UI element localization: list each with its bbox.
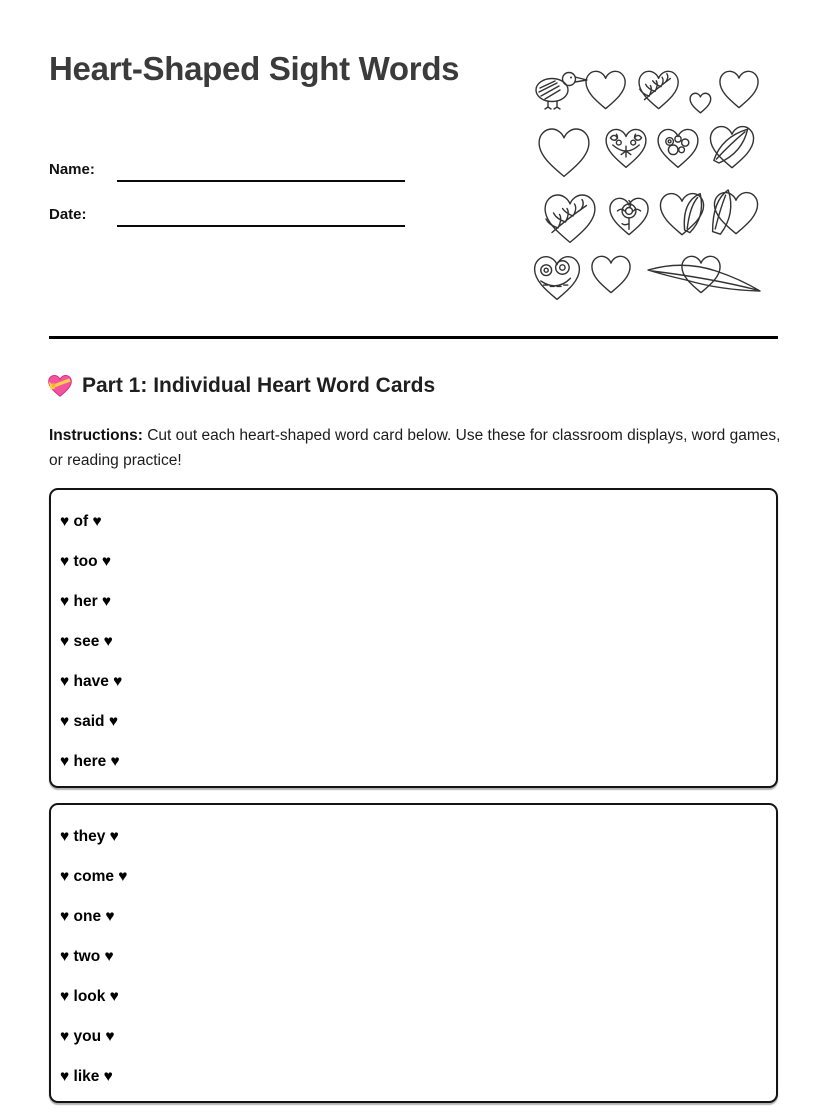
word-card: ♥ you ♥ xyxy=(60,1028,115,1045)
word-card: ♥ of ♥ xyxy=(60,513,102,530)
plain-heart-icon xyxy=(586,71,625,108)
part1-heading-text: Part 1: Individual Heart Word Cards xyxy=(82,374,436,397)
word-card: ♥ one ♥ xyxy=(60,908,115,925)
word-card: ♥ two ♥ xyxy=(60,948,114,965)
doodle-heart-icon xyxy=(535,257,580,300)
leaf-heart-icon xyxy=(660,194,703,235)
part1-heading xyxy=(47,374,435,398)
word-card: ♥ her ♥ xyxy=(60,593,112,610)
leaf-heart-icon xyxy=(713,190,758,234)
date-blank-line xyxy=(117,203,405,227)
name-label: Name: xyxy=(49,161,95,178)
word-card: ♥ too ♥ xyxy=(60,553,112,570)
flower-heart-icon xyxy=(658,129,698,167)
fern-heart-icon xyxy=(639,71,678,108)
doodle-heart-icon xyxy=(606,129,646,167)
section-divider xyxy=(49,336,778,339)
word-card: ♥ said ♥ xyxy=(60,713,119,730)
flower-heart-icon xyxy=(610,198,648,234)
plain-heart-icon xyxy=(539,129,589,176)
word-card: ♥ come ♥ xyxy=(60,868,128,885)
word-card-box-2 xyxy=(49,803,778,1103)
word-card: ♥ see ♥ xyxy=(60,633,113,650)
instructions-text: Cut out each heart-shaped word card below. Use these for classroom displays, word games, or reading practice! xyxy=(49,427,781,469)
heart-with-ribbon-icon xyxy=(47,374,73,398)
hearts-collage-illustration xyxy=(518,64,764,304)
word-card-box-1 xyxy=(49,488,778,788)
fern-heart-icon xyxy=(545,195,595,242)
instructions-label: Instructions: xyxy=(49,427,143,444)
page-title: Heart-Shaped Sight Words xyxy=(49,50,460,87)
name-field-row xyxy=(49,158,405,182)
word-card: ♥ here ♥ xyxy=(60,753,120,770)
word-card: ♥ like ♥ xyxy=(60,1068,113,1085)
date-field-row xyxy=(49,203,405,227)
long-leaf-heart-icon xyxy=(648,256,760,292)
plain-heart-icon xyxy=(592,256,630,292)
instructions-paragraph xyxy=(49,423,787,473)
plain-heart-icon xyxy=(720,71,758,107)
date-label: Date: xyxy=(49,206,87,223)
word-card: ♥ look ♥ xyxy=(60,988,119,1005)
word-card: ♥ they ♥ xyxy=(60,828,119,845)
kiwi-bird-icon xyxy=(536,73,587,110)
leaf-heart-icon xyxy=(710,127,753,168)
word-card: ♥ have ♥ xyxy=(60,673,123,690)
small-heart-icon xyxy=(690,93,711,113)
name-blank-line xyxy=(117,158,405,182)
